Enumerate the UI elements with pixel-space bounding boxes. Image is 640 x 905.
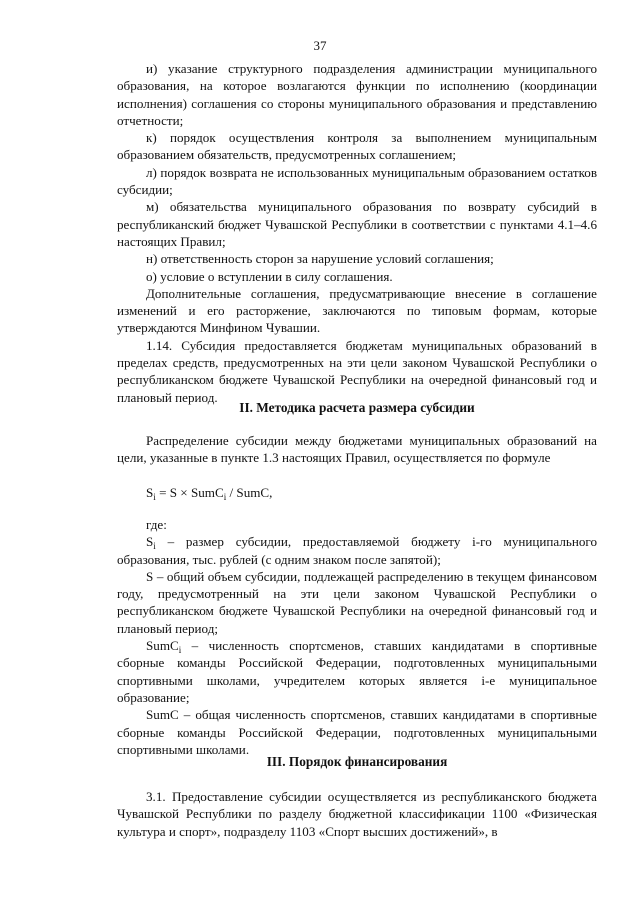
list-item: л) порядок возврата не использованных муниципальным образованием остатков субсидии; bbox=[117, 164, 597, 198]
section-heading-3: III. Порядок финансирования bbox=[266, 754, 448, 769]
paragraph: Дополнительные соглашения, предусматривающие внесение в соглашение изменений и его расторжение, заключаются по типовым формам, которые утверждаются Минфином Чувашии. bbox=[117, 285, 597, 336]
section-3-body bbox=[117, 788, 597, 840]
list-item: м) обязательства муниципального образования по возврату субсидий в республиканский бюджет Чувашской Республики в соответствии с пунктами 4.1–4.6 настоящих Правил; bbox=[117, 199, 597, 249]
list-item: и) указание структурного подразделения администрации муниципального образования, на которое возлагаются функции по исполнению (координации исполнения) соглашения со стороны муниципального образования и представлению отчетности; bbox=[117, 61, 597, 128]
list-item: н) ответственность сторон за нарушение условий соглашения; bbox=[146, 251, 494, 267]
definition-item: $S_i$ – размер субсидии, предоставляемой бюджету i-го муниципального образования, тыс. рублей (с одним знаком после запятой); bbox=[117, 534, 597, 567]
list-item: о) условие о вступлении в силу соглашения. bbox=[146, 268, 393, 284]
section-2-intro bbox=[117, 432, 597, 467]
list-item: к) порядок осуществления контроля за выполнением муниципальным образованием обязательств, предусмотренных соглашением; bbox=[117, 130, 597, 163]
where-label: где: bbox=[146, 517, 167, 532]
formula-subscript: i bbox=[223, 492, 227, 502]
definition-item: SumC – общая численность спортсменов, ставших кандидатами в спортивные сборные команды Российской Федерации, подготовленных муниципальными спортивными школами. bbox=[117, 707, 597, 757]
page-number: 37 bbox=[313, 38, 327, 53]
definition-item: S – общий объем субсидии, подлежащей распределению в текущем финансовом году, предусмотренный на эти цели законом Чувашской Республики о республиканском бюджете Чувашской Республики на очередной финансовый год и плановый период; bbox=[117, 568, 597, 636]
formula bbox=[117, 484, 597, 501]
section-heading-2: II. Методика расчета размера субсидии bbox=[239, 400, 475, 415]
formula-symbol: S bbox=[146, 485, 154, 500]
top-list bbox=[117, 60, 597, 406]
formula-subscript: i bbox=[153, 492, 156, 502]
paragraph: 3.1. Предоставление субсидии осуществляется из республиканского бюджета Чувашской Республики по разделу бюджетной классификации 1100 «Физическая культура и спорт», подразделу 1103 «Спорт высших достижений», в bbox=[117, 789, 597, 839]
formula-tail: / SumC, bbox=[226, 485, 273, 500]
definitions bbox=[117, 516, 597, 758]
paragraph: 1.14. Субсидия предоставляется бюджетам муниципальных образований в пределах средств, предусмотренных на эти цели законом Чувашской Республики о республиканском бюджете Чувашской Республики на очередной финансовый год и плановый период. bbox=[117, 337, 597, 405]
definition-item: SumC$_i$ – численность спортсменов, ставших кандидатами в спортивные сборные команды Российской Федерации, подготовленных муниципальными спортивными школами, учредителем которых является i-е муниципальное образование; bbox=[117, 638, 597, 705]
formula-equation: = S × SumC bbox=[155, 485, 224, 500]
paragraph: Распределение субсидии между бюджетами муниципальных образований на цели, указанные в пункте 1.3 настоящих Правил, осуществляется по формуле bbox=[117, 433, 597, 466]
